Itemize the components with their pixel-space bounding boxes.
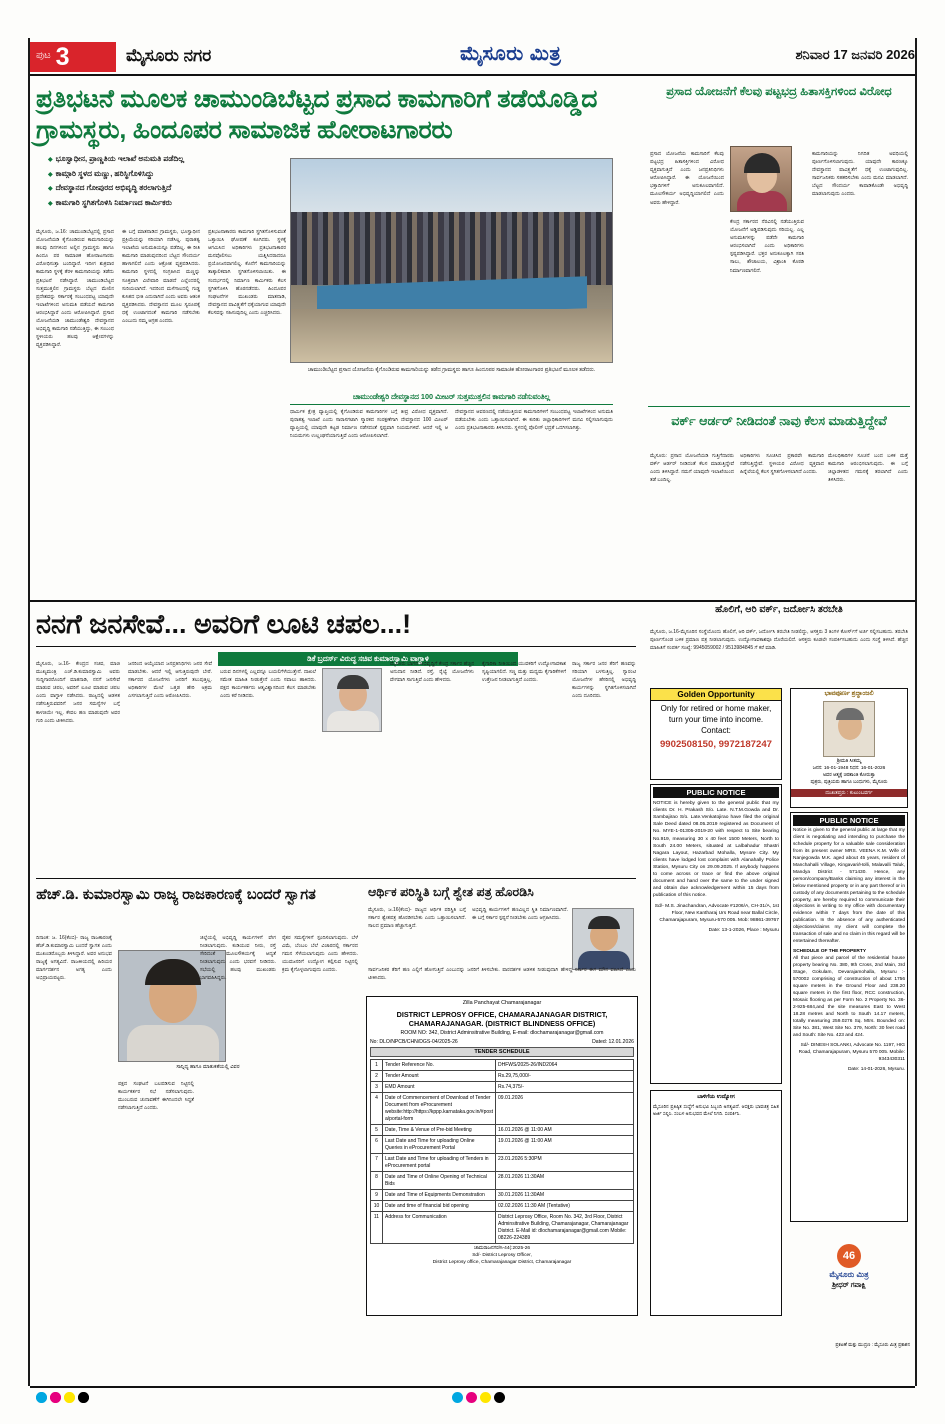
cmyk-marks-right bbox=[36, 1392, 909, 1403]
lead-sub-column-1: ಧಾರ್ಮಿಕ ಕ್ಷೇತ್ರ ವ್ಯಾಪ್ತಿಯಲ್ಲಿ ಕೈಗೊಂಡಿರುವ ಕಾಮಗಾರಿಗಳ ಬಗ್ಗೆ ತೀವ್ರ ವಿರೋಧ ವ್ಯಕ್ತವಾಗಿದೆ. ಪುರಾತತ್ವ ಇಲಾಖೆ ಎಂದು ಸಾರಾಸಗಟಾಗಿ ಸ್ಮಾರಕದ ಸಂರಕ್ಷಣೆಗಾಗಿ ದೇವಸ್ಥಾನದ 100 ಮೀಟರ್ ವ್ಯಾಪ್ತಿಯಲ್ಲಿ ಯಾವುದೇ ಕಟ್ಟಡ ನಿರ್ಮಾಣ ನಡೆಸದಂತೆ ಸ್ಪಷ್ಟವಾಗಿ ನಿಯಮಗಳಿವೆ. ಆದರೆ ಇಲ್ಲಿ ಆ ನಿಯಮಗಳು ಉಲ್ಲಂಘನೆಯಾಗುತ್ತಿವೆ ಎಂದು ಆರೋಪಿಸಲಾಗಿದೆ. bbox=[290, 409, 448, 440]
section-divider bbox=[30, 600, 915, 602]
tender-title: DISTRICT LEPROSY OFFICE, CHAMARAJANAGAR DISTRICT, CHAMARAJANAGAR. (DISTRICT BLINDNESS OFFICE) bbox=[396, 1009, 608, 1029]
public-notice-right bbox=[790, 812, 908, 1222]
tender-foot-ref: ಚಾಮರಾಜನಗರ/ಸಿ-44(:2025-26 bbox=[473, 1246, 531, 1252]
cell-index: 9 bbox=[371, 1190, 383, 1201]
public-notice-left-date: Date: 13-1-2026, Place : Mysuru bbox=[708, 927, 779, 933]
public-notice-right-body: Notice is given to the general public at large that my client is negotiating and intending to purchase the schedule property for a valuable sale consideration from its present owner MRS. VEENA K.M. Wife of Nanjegowda M.K. aged about 45 years, resident of Manchahalli Village, Kingavari/Holli, Malavalli Taluk, Mandya District - 571430. Hence, any person/company/Banks claiming any interest in the below mentioned property or in any part thereof or in custody of any documents pertaining to the schedule property, are hereby required to communicate their objections in writing to my office with documentary evidence within 7 days from the date of this publication. In the absence of any authenticated objections/claims my client will complete the transaction of sale and no claim in this regard will be entertained thereafter. bbox=[793, 828, 905, 945]
cell-index: 6 bbox=[371, 1136, 383, 1154]
classified-ad-body: ಮೈಸೂರಿನ ಪ್ರತಿಷ್ಠಿತ ಸಂಸ್ಥೆಗೆ ಅನುಭವಿ ಸಿಬ್ಬಂದಿ ಅಗತ್ಯವಿದೆ. ಆಸಕ್ತರು ಭಾವಚಿತ್ರ ಸಹಿತ ಅರ್ಜಿ ಸಲ್ಲಿಸಿ. ಸಂಬಳ ಅನುಭವದ ಮೇಲೆ ನಿಗದಿ. ಸಂಪರ್ಕಿಸಿ. bbox=[653, 1104, 779, 1117]
bottom-left-caption: ಸಾನ್ನಿಧ್ಯ ಹಾಗೂ ಮಾತುಕತೆಯಲ್ಲಿ ವಿವರ bbox=[176, 1064, 240, 1070]
table-row bbox=[371, 1082, 634, 1093]
obituary-photo bbox=[823, 701, 875, 757]
cell-index: 4 bbox=[371, 1093, 383, 1125]
obituary-note: ಅವರ ಆತ್ಮಕ್ಕೆ ಚಿರಶಾಂತಿ ಕೋರುತ್ತಾ bbox=[822, 772, 876, 778]
tender-foot-line: District Leprosy office, Chamarajanagar District, Chamarajanagar bbox=[432, 1259, 572, 1265]
list-item: ◆ ಕಾಮ್ಗಾರಿ ಸ್ಥಳದ ಮಣ್ಣು, ಹರಿಸ್ಥಿಗೊಳಿಸಿದ್ದು bbox=[48, 167, 288, 181]
bottom-left-column-3: ಜಿಲ್ಲೆಯಲ್ಲಿ ಅಭಿವೃದ್ಧಿ ಕಾರ್ಯಗಳಿಗೆ ವೇಗ ನೀಡಲಾಗುವುದು. ಕುಡಿಯುವ ನೀರು, ರಸ್ತೆ ಸೇರಿದಂತೆ ಮೂಲಸೌಕರ್ಯಕ್ಕೆ ಆದ್ಯತೆ ನೀಡಲಾಗುವುದು ಎಂದು ಭರವಸೆ ನೀಡಿದರು. ಸಭೆಯಲ್ಲಿ ಹಲವು ಮುಖಂಡರು ಭಾಗವಹಿಸಿದ್ದರು. bbox=[200, 935, 276, 982]
lead-sub-column-2: ದೇವಸ್ಥಾನದ ಆವರಣದಲ್ಲಿ ನಡೆಯುತ್ತಿರುವ ಕಾಮಗಾರಿಗಳಿಗೆ ಸಂಬಂಧಪಟ್ಟ ಇಲಾಖೆಗಳಿಂದ ಅನುಮತಿ ಪಡೆಯಬೇಕು ಎಂದು ಒತ್ತಾಯಿಸಲಾಗಿದೆ. ಈ ಕುರಿತು ಜಿಲ್ಲಾಧಿಕಾರಿಗಳಿಗೆ ಮನವಿ ಸಲ್ಲಿಸಲಾಗುವುದು ಎಂದು ಪ್ರತಿಭಟನಾಕಾರರು ತಿಳಿಸಿದರು. ಸ್ಥಳದಲ್ಲಿ ಪೊಲೀಸ್ ಭದ್ರತೆ ಒದಗಿಸಲಾಗಿತ್ತು. bbox=[455, 409, 613, 432]
table-row bbox=[371, 1071, 634, 1082]
obituary-title: ಭಾವಪೂರ್ಣ ಶ್ರದ್ಧಾಂಜಲಿ bbox=[824, 690, 874, 697]
lead-headline: ಪ್ರತಿಭಟನೆ ಮೂಲಕ ಚಾಮುಂಡಿಬೆಟ್ಟದ ಪ್ರಸಾದ ಕಾಮಗಾರಿಗೆ ತಡೆಯೊಡ್ಡಿದ ಗ್ರಾಮಸ್ಥರು, ಹಿಂದೂಪರ ಸಾಮಾಜಿಕ ಹೋರಾಟಗಾರರು bbox=[36, 85, 598, 144]
tender-org: Zilla Panchayat Chamarajanagar bbox=[462, 1000, 542, 1006]
obituary-ad bbox=[790, 688, 908, 808]
second-column-4: ಮೈಸೂರು ಭಾಗದ ಅಭಿವೃದ್ಧಿಗೆ ಕೇಂದ್ರ ಸರ್ಕಾರ ಹೆಚ್ಚಿನ ಅನುದಾನ ನೀಡಿದೆ. ರಸ್ತೆ, ರೈಲ್ವೆ ಯೋಜನೆಗಳು ವೇಗವಾಗಿ ಸಾಗುತ್ತಿವೆ ಎಂದು ಹೇಳಿದರು. bbox=[390, 661, 474, 684]
tender-schedule-bar: TENDER SCHEDULE bbox=[370, 1047, 634, 1057]
cell-particulars: Date of Commencement of Download of Tender Document from eProcurement website:http://https://kppp.karnataka.gov.in/#post a/portal-form bbox=[383, 1093, 496, 1125]
cell-particulars: Address for Communication bbox=[383, 1212, 496, 1244]
cell-particulars: Last Date and Time for uploading Online Queries in eProcurement Portal bbox=[383, 1136, 496, 1154]
white-paper-column-1: ಮೈಸೂರು, ಜ.16(ಕೆಂಬಿ)- ರಾಜ್ಯದ ಆರ್ಥಿಕ ಪರಿಸ್ಥಿತಿ ಬಗ್ಗೆ ಸರ್ಕಾರ ಶ್ವೇತಪತ್ರ ಹೊರಡಿಸಬೇಕು ಎಂದು ಒತ್ತಾಯಿಸಲಾಗಿದೆ. ಸಾಲದ ಪ್ರಮಾಣ ಹೆಚ್ಚಾಗುತ್ತಿದೆ. bbox=[368, 907, 466, 930]
second-headline: ನನಗೆ ಜನಸೇವೆ... ಅವರಿಗೆ ಲೂಟಿ ಚಪಲ...! bbox=[36, 609, 412, 639]
table-row bbox=[371, 1154, 634, 1172]
cell-index: 5 bbox=[371, 1125, 383, 1136]
rail-bottom-body: ಮೈಸೂರು, ಜ.16-ಮೈಸೂರಿನ ಸಂಸ್ಥೆಯೊಂದು ಹೊಲಿಗೆ, ಆರಿ ವರ್ಕ್, ಜರ್ದೋಸಿ ತರಬೇತಿ ನೀಡಲಿದ್ದು, ಆಸಕ್ತರು 3 ತಿಂಗಳ ಕೋರ್ಸ್‌ಗೆ ಅರ್ಜಿ ಸಲ್ಲಿಸಬಹುದು. ತರಬೇತಿ ಪೂರ್ಣಗೊಂಡ ಬಳಿಕ ಪ್ರಮಾಣ ಪತ್ರ ನೀಡಲಾಗುವುದು. ಉದ್ಯೋಗಾವಕಾಶವೂ ದೊರೆಯಲಿದೆ. ಆಸಕ್ತರು ಕೂಡಲೇ ಸಂಪರ್ಕಿಸಬಹುದು ಎಂದು ಸಂಸ್ಥೆ ತಿಳಿಸಿದೆ. ಹೆಚ್ಚಿನ ಮಾಹಿತಿಗೆ ಸಂಪರ್ಕ ಸಂಖ್ಯೆ: 9945059002 / 9513984845 ಗೆ ಕರೆ ಮಾಡಿ. bbox=[650, 629, 908, 652]
lead-subsection bbox=[290, 392, 613, 592]
rail-top-headline: ಪ್ರಸಾದ ಯೋಜನೆಗೆ ಕೆಲವು ಪಟ್ಟಭದ್ರ ಹಿತಾಸಕ್ತಿಗಳಿಂದ ವಿರೋಧ bbox=[666, 85, 892, 98]
tender-ref-date: Dated: 12.01.2026 bbox=[592, 1039, 634, 1046]
cell-index: 1 bbox=[371, 1060, 383, 1071]
cell-details: Rs.74,375/- bbox=[496, 1082, 634, 1093]
page-number: 3 bbox=[55, 42, 70, 71]
white-paper-headline: ಆರ್ಥಿಕ ಪರಿಸ್ಥಿತಿ ಬಗ್ಗೆ ಶ್ವೇತ ಪತ್ರ ಹೊರಡಿಸಿ bbox=[368, 885, 534, 899]
cell-details: DHFWS/2025-26/IND2064 bbox=[496, 1060, 634, 1071]
table-row bbox=[371, 1060, 634, 1071]
cell-index: 11 bbox=[371, 1212, 383, 1244]
cell-details: 28.01.2026 11:30AM bbox=[496, 1172, 634, 1190]
cell-particulars: EMD Amount bbox=[383, 1082, 496, 1093]
cell-details: 30.01.2026 11:30AM bbox=[496, 1190, 634, 1201]
golden-opportunity-ad bbox=[650, 688, 782, 780]
tender-subtitle: ROOM NO: 342, District Adminsitrative Building, E-mail: dlochamarajanagar@gmail.com bbox=[400, 1029, 604, 1036]
table-row bbox=[371, 1190, 634, 1201]
cell-particulars: Date and Time of Equipments Demonstration bbox=[383, 1190, 496, 1201]
table-row bbox=[371, 1212, 634, 1244]
cell-index: 10 bbox=[371, 1201, 383, 1212]
footer-logo-sub: ಶ್ರೀಧರ್ ಗವಾಕ್ಷಿ bbox=[832, 1282, 866, 1289]
footer-logo bbox=[790, 1244, 908, 1302]
cell-particulars: Date and Time of Online Opening of Technical Bids bbox=[383, 1172, 496, 1190]
classified-ad-title: ಬಾಳಿಗೆಯ ಉದ್ಯೋಗ bbox=[697, 1094, 735, 1100]
golden-ad-title: Golden Opportunity bbox=[651, 689, 781, 701]
second-column-1: ಮೈಸೂರು, ಜ.16- ಕೇಂದ್ರದ ಸಚಿವ, ಮಾಜಿ ಮುಖ್ಯಮಂತ್ರಿ ಎಚ್.ಡಿ.ಕುಮಾರಸ್ವಾಮಿ ಅವರು ಸುದ್ದಿಗಾರರೊಂದಿಗೆ ಮಾತನಾಡಿ, ನನಗೆ ಜನಸೇವೆ ಮಾಡುವ ಚಪಲ, ಅವರಿಗೆ ಲೂಟಿ ಮಾಡುವ ಚಪಲ ಎಂದು ವಾಗ್ದಾಳಿ ನಡೆಸಿದರು. ರಾಜ್ಯದಲ್ಲಿ ಆಡಳಿತ ನಡೆಸುತ್ತಿರುವವರಿಗೆ ಜನರ ಸಮಸ್ಯೆಗಳ ಬಗ್ಗೆ ಕಾಳಜಿಯೇ ಇಲ್ಲ. ಕೇವಲ ಹಣ ಮಾಡುವುದೇ ಅವರ ಗುರಿ ಎಂದು ಟೀಕಿಸಿದರು. bbox=[36, 661, 120, 724]
rail-mid-headline: ವರ್ಕ್ ಆರ್ಡರ್ ನೀಡಿದಂತೆ ನಾವು ಕೆಲಸ ಮಾಡುತ್ತಿದ್ದೇವೆ bbox=[648, 406, 910, 430]
second-column-3: ಬರುವ ದಿನಗಳಲ್ಲಿ ಎಲ್ಲವನ್ನೂ ಬಯಲಿಗೆಳೆಯುತ್ತೇನೆ. ದಾಖಲೆ ಸಮೇತ ಮಾಹಿತಿ ನೀಡುತ್ತೇನೆ ಎಂದು ಸವಾಲು ಹಾಕಿದರು. ಪಕ್ಷದ ಕಾರ್ಯಕರ್ತರು ಆತ್ಮವಿಶ್ವಾಸದಿಂದ ಕೆಲಸ ಮಾಡಬೇಕು ಎಂದು ಕರೆ ನೀಡಿದರು. bbox=[220, 669, 316, 700]
rail-top-column-3: ಕಾಮಗಾರಿಯನ್ನು ನಿಗದಿತ ಅವಧಿಯಲ್ಲಿ ಪೂರ್ಣಗೊಳಿಸಲಾಗುವುದು. ಯಾವುದೇ ಕಾರಣಕ್ಕೂ ದೇವಸ್ಥಾನದ ಪಾವಿತ್ರ್ಯತೆಗೆ ಧಕ್ಕೆ ಉಂಟಾಗುವುದಿಲ್ಲ. ಸಾರ್ವಜನಿಕರು ಸಹಕರಿಸಬೇಕು ಎಂದು ಮನವಿ ಮಾಡಲಾಗಿದೆ. ಬೆಟ್ಟದ ಸೌಂದರ್ಯ ಕಾಪಾಡಿಕೊಂಡೇ ಅಭಿವೃದ್ಧಿ ಮಾಡಲಾಗುವುದು ಎಂದರು. bbox=[812, 151, 908, 198]
obituary-from: ಪುತ್ರರು, ಪುತ್ರಿಯರು ಹಾಗೂ ಬಂಧುಗಳು, ಮೈಸೂರು bbox=[810, 779, 888, 785]
public-notice-right-sign: Sd/- DINESH SOLANKI, Advocate No. 1197, HIG Road, Chamarajapuram, Mysuru 570 005. Mobile: 9343430311 bbox=[798, 1042, 905, 1062]
cell-details: 19.01.2026 @ 11:00 AM bbox=[496, 1136, 634, 1154]
rail-mid-column-2: ಅಧಿಕಾರಿಗಳು ಸೂಚಿಸಿದ ಪ್ರಕಾರವೇ ಕಾಮಗಾರಿ ನಡೆಸುತ್ತಿದ್ದೇವೆ. ಸ್ಥಳೀಯರ ವಿರೋಧ ವ್ಯಕ್ತವಾದ ಹಿನ್ನೆಲೆಯಲ್ಲಿ ಕೆಲಸ ಸ್ಥಗಿತಗೊಳಿಸಲಾಗಿದೆ ಎಂದರು. bbox=[740, 453, 824, 476]
bottom-left-column-4: ರೈತರ ಸಮಸ್ಯೆಗಳಿಗೆ ಸ್ಪಂದಿಸಲಾಗುವುದು. ಬೆಳೆ ವಿಮೆ, ಬೆಂಬಲ ಬೆಲೆ ವಿಚಾರದಲ್ಲಿ ಸರ್ಕಾರದ ಗಮನ ಸೆಳೆಯಲಾಗುವುದು ಎಂದು ಹೇಳಿದರು. ಯುವಜನರಿಗೆ ಉದ್ಯೋಗ ಕಲ್ಪಿಸುವ ನಿಟ್ಟಿನಲ್ಲಿ ಕ್ರಮ ಕೈಗೊಳ್ಳಲಾಗುವುದು ಎಂದರು. bbox=[282, 935, 358, 974]
lead-column-1: ಮೈಸೂರು, ಜ.16: ಚಾಮುಂಡಿಬೆಟ್ಟದಲ್ಲಿ ಪ್ರಸಾದ ಯೋಜನೆಯಡಿ ಕೈಗೊಂಡಿರುವ ಕಾಮಗಾರಿಯನ್ನು ಹಲವು ದಿನಗಳಿಂದ ಅಲ್ಲಿನ ಗ್ರಾಮಸ್ಥರು ಹಾಗೂ ಹಿಂದೂ ಪರ ಸಾಮಾಜಿಕ ಹೋರಾಟಗಾರರು ವಿರೋಧಿಸುತ್ತಾ ಬಂದಿದ್ದಾರೆ. ಇದೀಗ ಶುಕ್ರವಾರ ಕಾಮಗಾರಿ ಸ್ಥಳಕ್ಕೆ ತೆರಳಿ ಕಾಮಗಾರಿಯನ್ನು ತಡೆದು ಪ್ರತಿಭಟನೆ ನಡೆಸಿದ್ದಾರೆ. ಚಾಮುಂಡಿಬೆಟ್ಟದ ಸುತ್ತಮುತ್ತಲಿನ ಗ್ರಾಮಸ್ಥರು ಬೆಟ್ಟದ ಮೇಲಿನ ಪ್ರದೇಶವನ್ನು ಸರ್ಕಾರಕ್ಕೆ ಸಂಬಂಧಪಟ್ಟ ಯಾವುದೇ ಇಲಾಖೆಗಳಿಂದ ಅನುಮತಿ ಪಡೆಯದೆ ಕಾಮಗಾರಿ ಆರಂಭಿಸಿದ್ದಾರೆ ಎಂದು ಆರೋಪಿಸಿದ್ದಾರೆ. ಪ್ರಸಾದ ಯೋಜನೆಯಡಿ ಚಾಮುಂಡೇಶ್ವರಿ ದೇವಸ್ಥಾನದ ಅಭಿವೃದ್ಧಿ ಕಾಮಗಾರಿ ನಡೆಯುತ್ತಿದ್ದು, ಈ ಸಂಬಂಧ ಸ್ಥಳೀಯರು ಹಲವು ಆಕ್ಷೇಪಗಳನ್ನು ವ್ಯಕ್ತಪಡಿಸಿದ್ದಾರೆ. bbox=[36, 229, 114, 349]
list-item: ◆ ದೇವಸ್ಥಾನದ ಗೋಪುರದ ಅಭಿವೃದ್ಧಿ ತರಲಾಗುತ್ತಿದೆ bbox=[48, 181, 288, 195]
classified-ad bbox=[650, 1090, 782, 1316]
cell-index: 7 bbox=[371, 1154, 383, 1172]
table-row bbox=[371, 1172, 634, 1190]
rail-top-column-1: ಪ್ರಸಾದ ಯೋಜನೆಯ ಕಾಮಗಾರಿಗೆ ಕೆಲವು ಪಟ್ಟಭದ್ರ ಹಿತಾಸಕ್ತಿಗಳಿಂದ ವಿರೋಧ ವ್ಯಕ್ತವಾಗುತ್ತಿದೆ ಎಂದು ಜನಪ್ರತಿನಿಧಿಗಳು ಆರೋಪಿಸಿದ್ದಾರೆ. ಈ ಯೋಜನೆಯಿಂದ ಭಕ್ತಾದಿಗಳಿಗೆ ಅನುಕೂಲವಾಗಲಿದೆ. ಮೂಲಸೌಕರ್ಯ ಅಭಿವೃದ್ಧಿಯಾಗಲಿದೆ ಎಂದು ಅವರು ಹೇಳಿದ್ದಾರೆ. bbox=[650, 151, 724, 206]
second-headline-rule bbox=[36, 646, 636, 647]
schedule-body: All that piece and parcel of the residential house property bearing No. 380, 9th Cross, 2nd Main, 3rd Stage, Gokulam, Devarajamohalla, Mysuru :- 570002 comprising of construction of about 1756 square meters in the Ground Floor and 238.20 square meters in the first floor, RCC construction, Mosaic flooring as per Form No. 2 Property No. 36-2-925-684,and the site measures East to West 18.28 metres and North to South 14.17 meters, totally measuring 259.0276 Sq. Mtrs. Bounded on: Site No. 381, West Site No. 379, North: 30 feet road and South: Site No. 423 and 424. bbox=[793, 956, 905, 1038]
bottom-left-headline: ಹೆಚ್.ಡಿ. ಕುಮಾರಸ್ವಾಮಿ ರಾಜ್ಯ ರಾಜಕಾರಣಕ್ಕೆ ಬಂದರೆ ಸ್ವಾಗತ bbox=[36, 887, 316, 903]
tender-foot-sign: Sd/- District Leprosy Officer, bbox=[472, 1253, 532, 1259]
cell-details: 02.02.2026 11:30 AM (Tentative) bbox=[496, 1201, 634, 1212]
second-column-6: ರಾಜ್ಯ ಸರ್ಕಾರ ಜನರ ತೆರಿಗೆ ಹಣವನ್ನು ಸರಿಯಾಗಿ ಬಳಸುತ್ತಿಲ್ಲ. ಗ್ಯಾರಂಟಿ ಯೋಜನೆಗಳ ಹೆಸರಿನಲ್ಲಿ ಅಭಿವೃದ್ಧಿ ಕಾರ್ಯಗಳನ್ನು ಸ್ಥಗಿತಗೊಳಿಸಲಾಗಿದೆ ಎಂದು ದೂರಿದರು. bbox=[572, 661, 636, 700]
cell-details: 09.01.2026 bbox=[496, 1093, 634, 1125]
bottom-left-column-1: ದಿನಾಂಕ: ಜ. 16(ಕೆಂಬಿ)- ರಾಜ್ಯ ರಾಜಕಾರಣಕ್ಕೆ ಹೆಚ್.ಡಿ.ಕುಮಾರಸ್ವಾಮಿ ಬಂದರೆ ಸ್ವಾಗತ ಎಂದು ಮುಖಂಡರೊಬ್ಬರು ತಿಳಿಸಿದ್ದಾರೆ. ಅವರ ಅನುಭವ ರಾಜ್ಯಕ್ಕೆ ಅಗತ್ಯವಿದೆ. ರಾಜಕೀಯದಲ್ಲಿ ಹಿರಿಯರ ಮಾರ್ಗದರ್ಶನ ಅಗತ್ಯ ಎಂದು ಅಭಿಪ್ರಾಯಪಟ್ಟರು. bbox=[36, 935, 112, 982]
section-title: ಮೈಸೂರು ನಗರ bbox=[126, 46, 212, 65]
cell-particulars: Tender Amount bbox=[383, 1071, 496, 1082]
tender-ref-no: No: DLO/NPCB/CHN/DGS-04/2025-26 bbox=[370, 1039, 458, 1046]
lead-subheadline: ಚಾಮುಂಡೇಶ್ವರಿ ದೇವಸ್ಥಾನದ 100 ಮೀಟರ್ ಸುತ್ತಮುತ್ತಲಿನ ಕಾಮಗಾರಿ ನಡೆಸುವಂತಿಲ್ಲ bbox=[290, 392, 613, 405]
obituary-dates: ಜನನ: 16-01-1948 ನಿಧನ: 16-01-2026 bbox=[812, 765, 886, 771]
lead-photo-caption: ಚಾಮುಂಡಿಬೆಟ್ಟದ ಪ್ರಸಾದ ಯೋಜನೆಯ ಕೈಗೊಂಡಿರುವ ಕಾಮಗಾರಿಯನ್ನು ತಡೆದ ಗ್ರಾಮಸ್ಥರು ಹಾಗೂ ಹಿಂದೂಪರ ಸಾಮಾಜಿಕ ಹೋರಾಟಗಾರರ ಪ್ರತಿಭಟನೆ ಮೂಲಕ ತಡೆದರು. bbox=[307, 367, 596, 373]
bottom-divider bbox=[36, 878, 636, 879]
bottom-left-column-2: ಪಕ್ಷದ ಸಂಘಟನೆ ಬಲಪಡಿಸುವ ನಿಟ್ಟಿನಲ್ಲಿ ಕಾರ್ಯಕರ್ತರ ಸಭೆ ನಡೆಸಲಾಗುವುದು. ಮುಂಬರುವ ಚುನಾವಣೆಗೆ ಈಗಿನಿಂದಲೇ ಸಿದ್ಧತೆ ನಡೆಸಲಾಗುತ್ತಿದೆ ಎಂದರು. bbox=[118, 1081, 194, 1112]
anniversary-badge: 46 bbox=[837, 1244, 861, 1268]
public-notice-left-sign: Sd/- M.S. Jinachandran, Advocate #1206/A, CH-31/A, 1st Floor, New Kantharaj Urs Road near Ballal Circle, Chamarajapuram, Mysuru-570 005. Mob: 98861-39767 bbox=[654, 903, 779, 923]
cell-particulars: Last Date and Time for uploading of Tenders in eProcurement portal bbox=[383, 1154, 496, 1172]
table-row bbox=[371, 1136, 634, 1154]
golden-ad-body: Only for retired or home maker, turn your time into income. Contact: bbox=[660, 704, 772, 735]
white-paper-photo bbox=[572, 908, 634, 970]
cell-details: 23.01.2026 5:30PM bbox=[496, 1154, 634, 1172]
lead-column-3: ಪ್ರತಿಭಟನಾಕಾರರು ಕಾಮಗಾರಿ ಸ್ಥಗಿತಗೊಳಿಸುವಂತೆ ಒತ್ತಾಯಿಸಿ ಘೋಷಣೆ ಕೂಗಿದರು. ಸ್ಥಳಕ್ಕೆ ಆಗಮಿಸಿದ ಅಧಿಕಾರಿಗಳು ಪ್ರತಿಭಟನಾಕಾರರ ಮನವೊಲಿಸಲು ಯತ್ನಿಸಿದರಾದರೂ ಪ್ರಯೋಜನವಾಗಲಿಲ್ಲ. ಕೊನೆಗೆ ಕಾಮಗಾರಿಯನ್ನು ತಾತ್ಕಾಲಿಕವಾಗಿ ಸ್ಥಗಿತಗೊಳಿಸಲಾಯಿತು. ಈ ಸಂದರ್ಭದಲ್ಲಿ ನಿರ್ಮಾಣ ಕಾರ್ಮಿಕರು ಕೆಲಸ ಸ್ಥಗಿತಗೊಳಿಸಿ ಹೊರನಡೆದರು. ಹಿಂದೂಪರ ಸಂಘಟನೆಗಳ ಮುಖಂಡರು ಮಾತನಾಡಿ, ದೇವಸ್ಥಾನದ ಪಾವಿತ್ರ್ಯತೆಗೆ ಧಕ್ಕೆಯಾಗುವ ಯಾವುದೇ ಕೆಲಸವನ್ನು ಸಹಿಸುವುದಿಲ್ಲ ಎಂದು ಎಚ್ಚರಿಸಿದರು. bbox=[208, 229, 286, 316]
table-row bbox=[371, 1201, 634, 1212]
obituary-name: ಶ್ರೀಮತಿ ಸೀತಮ್ಮ bbox=[836, 759, 862, 764]
table-row bbox=[371, 1125, 634, 1136]
footer-divider bbox=[30, 1386, 915, 1388]
second-column-2: ಜನರಿಂದ ಆಯ್ಕೆಯಾದ ಜನಪ್ರತಿನಿಧಿಗಳು ಜನರ ಸೇವೆ ಮಾಡಬೇಕು. ಆದರೆ ಇಲ್ಲಿ ಆಗುತ್ತಿರುವುದೇ ಬೇರೆ. ಸರ್ಕಾರದ ಯೋಜನೆಗಳು ಜನರಿಗೆ ತಲುಪುತ್ತಿಲ್ಲ. ಅಧಿಕಾರಿಗಳ ಮೇಲೆ ಒತ್ತಡ ಹೇರಿ ಅಕ್ರಮ ಎಸಗಲಾಗುತ್ತಿದೆ ಎಂದು ಆರೋಪಿಸಿದರು. bbox=[128, 661, 212, 700]
cell-details: District Leprosy Office, Room No. 342, 3rd Floor, District Adminsitrative Building, Chamarajanagar, Chamarajanagar District. E-Mail id: dlochamarajanagar@gmail.com Mobile: 08226-224389 bbox=[496, 1212, 634, 1244]
lead-photo bbox=[290, 158, 613, 363]
page-number-badge bbox=[30, 42, 116, 72]
second-column-5: ಕೈಗಾರಿಕಾ ನೀತಿಯಿಂದ ಯುವಕರಿಗೆ ಉದ್ಯೋಗಾವಕಾಶ ಸೃಷ್ಟಿಯಾಗಲಿದೆ. ಸಣ್ಣ ಮತ್ತು ಮಧ್ಯಮ ಕೈಗಾರಿಕೆಗಳಿಗೆ ಉತ್ತೇಜನ ನೀಡಲಾಗುತ್ತಿದೆ ಎಂದರು. bbox=[482, 661, 566, 684]
cell-particulars: Date, Time & Venue of Pre-bid Meeting bbox=[383, 1125, 496, 1136]
newspaper-logo: ಮೈಸೂರು ಮಿತ್ರ bbox=[460, 43, 562, 65]
publication-date: ಶನಿವಾರ 17 ಜನವರಿ 2026 bbox=[795, 47, 915, 62]
footer-note: ಪ್ರಕಟಣೆ ಮತ್ತು ಮುದ್ರಣ : ಮೈಸೂರು ಮಿತ್ರ ಪ್ರಕಾಶನ bbox=[835, 1342, 910, 1347]
list-item: ◆ ಕಾಮಗಾರಿ ಸ್ಥಗಿತಗೊಳಿಸಿ ನಿರ್ಮಾಣದ ಕಾರ್ಮಿಕರು bbox=[48, 196, 288, 210]
cell-index: 8 bbox=[371, 1172, 383, 1190]
public-notice-left bbox=[650, 784, 782, 1084]
cell-details: 16.01.2026 @ 11:00 AM bbox=[496, 1125, 634, 1136]
lead-column-2: ಈ ಬಗ್ಗೆ ಮಾತನಾಡಿದ ಗ್ರಾಮಸ್ಥರು, ಭೂಸ್ವಾಧೀನ ಪ್ರಕ್ರಿಯೆಯನ್ನು ಸರಿಯಾಗಿ ನಡೆಸಿಲ್ಲ. ಪುರಾತತ್ವ ಇಲಾಖೆಯ ಅನುಮತಿಯನ್ನೂ ಪಡೆದಿಲ್ಲ. ಈ ರೀತಿ ಕಾಮಗಾರಿ ಮಾಡುವುದರಿಂದ ಬೆಟ್ಟದ ಸೌಂದರ್ಯ ಹಾಳಾಗಲಿದೆ ಎಂದು ಆಕ್ರೋಶ ವ್ಯಕ್ತಪಡಿಸಿದರು. ಕಾಮಗಾರಿ ಸ್ಥಳದಲ್ಲಿ ಸಂಗ್ರಹಿಸಿದ ಮಣ್ಣನ್ನು ಸೂಕ್ತವಾಗಿ ವಿಲೇವಾರಿ ಮಾಡದೆ ಎಲ್ಲೆಂದರಲ್ಲಿ ಸುರಿಯಲಾಗಿದೆ. ಇದರಿಂದ ಮಳೆಗಾಲದಲ್ಲಿ ಗುಡ್ಡ ಕುಸಿತದ ಭೀತಿ ಎದುರಾಗಿದೆ ಎಂದು ಅವರು ಆತಂಕ ವ್ಯಕ್ತಪಡಿಸಿದರು. ದೇವಸ್ಥಾನದ ಮೂಲ ಸ್ವರೂಪಕ್ಕೆ ಧಕ್ಕೆ ಉಂಟಾಗದಂತೆ ಕಾಮಗಾರಿ ನಡೆಸಬೇಕು ಎಂಬುದು ನಮ್ಮ ಆಗ್ರಹ ಎಂದರು. bbox=[122, 229, 200, 325]
golden-ad-phone: 9902508150, 9972187247 bbox=[659, 739, 773, 751]
public-notice-right-date: Date: 14-01-2026, Mysuru. bbox=[847, 1066, 905, 1072]
white-paper-column-3: ಸಾರ್ವಜನಿಕರ ತೆರಿಗೆ ಹಣ ಎಲ್ಲಿಗೆ ಹೋಗುತ್ತಿದೆ ಎಂಬುದನ್ನು ಜನರಿಗೆ ತಿಳಿಸಬೇಕು. ಪಾರದರ್ಶಕ ಆಡಳಿತ ನೀಡುವುದಾಗಿ ಹೇಳಿದ್ದ ಸರ್ಕಾರ ಈಗ ಮೌನ ವಹಿಸಿದೆ ಎಂದು ಟೀಕಿಸಿದರು. bbox=[368, 967, 636, 982]
cell-particulars: Tender Reference No. bbox=[383, 1060, 496, 1071]
footer-logo-name: ಮೈಸೂರು ಮಿತ್ರ bbox=[829, 1270, 869, 1279]
rail-portrait-photo bbox=[730, 146, 792, 212]
second-story-strip: ಡಿಕೆ ಬ್ರದರ್ಸ್ ವಿರುದ್ಧ ಸಚಿವ ಕುಮಾರಸ್ವಾಮಿ ವಾಗ್ದಾಳಿ bbox=[218, 652, 518, 666]
rail-bottom-headline: ಹೊಲಿಗೆ, ಆರಿ ವರ್ಕ್, ಜರ್ದೋಸಿ ತರಬೇತಿ bbox=[715, 604, 843, 615]
tender-notice bbox=[366, 996, 638, 1316]
rail-top-column-2: ಕೇಂದ್ರ ಸರ್ಕಾರದ ನೆರವಿನಲ್ಲಿ ನಡೆಯುತ್ತಿರುವ ಯೋಜನೆಗೆ ಅಡ್ಡಿಪಡಿಸುವುದು ಸರಿಯಲ್ಲ. ಎಲ್ಲ ಅನುಮತಿಗಳನ್ನು ಪಡೆದೇ ಕಾಮಗಾರಿ ಆರಂಭಿಸಲಾಗಿದೆ ಎಂದು ಅಧಿಕಾರಿಗಳು ಸ್ಪಷ್ಟಪಡಿಸಿದ್ದಾರೆ. ಭಕ್ತರ ಅನುಕೂಲಕ್ಕಾಗಿ ಸರತಿ ಸಾಲು, ಶೌಚಾಲಯ, ವಿಶ್ರಾಂತಿ ಕೊಠಡಿ ನಿರ್ಮಾಣವಾಗಲಿದೆ. bbox=[730, 219, 804, 274]
rail-mid-column-1: ಮೈಸೂರು: ಪ್ರಸಾದ ಯೋಜನೆಯಡಿ ಗುತ್ತಿಗೆದಾರರು ವರ್ಕ್ ಆರ್ಡರ್ ನೀಡಿದಂತೆ ಕೆಲಸ ಮಾಡುತ್ತಿದ್ದೇವೆ ಎಂದು ತಿಳಿಸಿದ್ದಾರೆ. ನಮಗೆ ಯಾವುದೇ ಇಲಾಖೆಯಿಂದ ತಡೆ ಬಂದಿಲ್ಲ. bbox=[650, 453, 734, 484]
schedule-title: SCHEDULE OF THE PROPERTY bbox=[793, 949, 867, 955]
tender-table bbox=[370, 1059, 634, 1244]
cell-index: 2 bbox=[371, 1071, 383, 1082]
obituary-footer: ದುಃಖತಪ್ತರು : ಕುಟುಂಬವರ್ಗ bbox=[791, 789, 907, 797]
public-notice-left-body: NOTICE is hereby given to the general public that my clients Dr. H. Prakash S/o. Late. N.T.M.Gowda and Dr. Sambajirao S/o. Late.Venkatojirao have filed the original Sale Deed dated 08.05.2019 registered as Document of No. MYE-1-01305-2019-20 with respect to Site bearing No.919, measuring 30 x 40 feet 1500 Meters, North to South 24.00 Meters, situated at Lalbahadur Shastri Nagara Layout, Hazarbad Mohalla, Mysore City. My clients have lodged lost complaint with Alanahally Police Station, Mysuru City on 29.09.2025. If anybody happens to come across or trace or find the above original document and hand over the same to the under signed and obtain due acknowledgement within 15 days from publication of this notice. bbox=[653, 801, 779, 899]
cell-details: Rs.29,75,000/- bbox=[496, 1071, 634, 1082]
list-item: ◆ ಭೂಸ್ವಾಧೀನ, ಪ್ರಾಣ್ಣತಿಯ ಇಲಾಖೆ ಅನುಮತಿ ಪಡೆದಿಲ್ಲ bbox=[48, 152, 288, 166]
public-notice-right-title: PUBLIC NOTICE bbox=[793, 815, 905, 826]
table-row bbox=[371, 1093, 634, 1125]
masthead bbox=[30, 40, 915, 76]
cell-index: 3 bbox=[371, 1082, 383, 1093]
kumaraswamy-photo bbox=[322, 668, 382, 732]
lead-bullet-list bbox=[38, 152, 288, 210]
page-word: ಪುಟ bbox=[36, 50, 51, 61]
public-notice-left-title: PUBLIC NOTICE bbox=[653, 787, 779, 798]
white-paper-column-2: ಅಭಿವೃದ್ಧಿ ಕಾರ್ಯಗಳಿಗೆ ಹಣವಿಲ್ಲದ ಸ್ಥಿತಿ ನಿರ್ಮಾಣವಾಗಿದೆ. ಈ ಬಗ್ಗೆ ಸರ್ಕಾರ ಸ್ಪಷ್ಟನೆ ನೀಡಬೇಕು ಎಂದು ಆಗ್ರಹಿಸಿದರು. bbox=[472, 907, 568, 922]
rail-mid-column-3: ಮೇಲಧಿಕಾರಿಗಳ ಸೂಚನೆ ಬಂದ ಬಳಿಕ ಮತ್ತೆ ಕಾಮಗಾರಿ ಆರಂಭಿಸಲಾಗುವುದು. ಈ ಬಗ್ಗೆ ಜಿಲ್ಲಾಡಳಿತದ ಗಮನಕ್ಕೆ ತರಲಾಗಿದೆ ಎಂದು ತಿಳಿಸಿದರು. bbox=[828, 453, 908, 484]
cell-particulars: Date and time of financial bid opening bbox=[383, 1201, 496, 1212]
